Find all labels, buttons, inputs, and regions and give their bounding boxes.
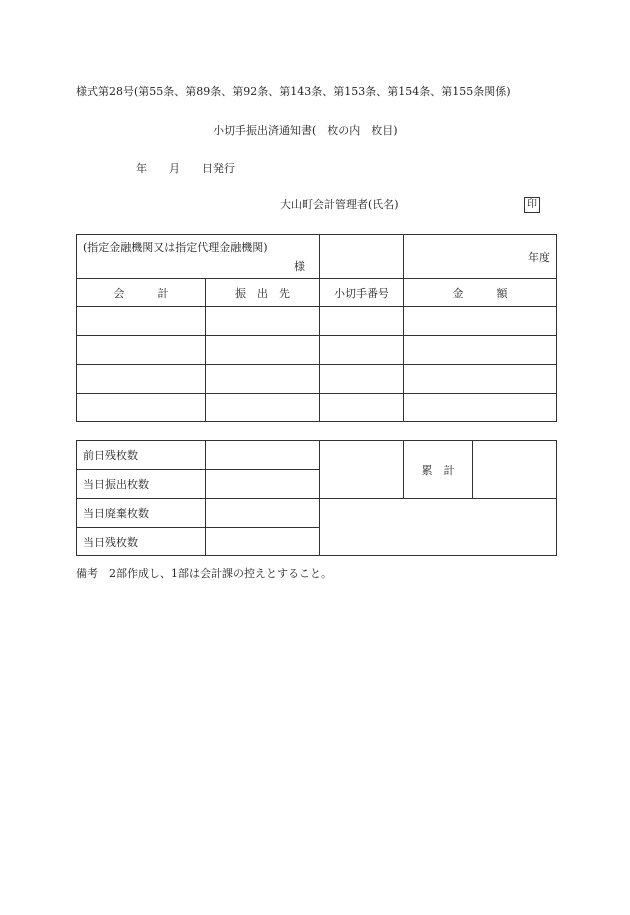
column-header-check-number: 小切手番号 [320, 279, 404, 307]
value-cell [206, 499, 320, 528]
form-number: 様式第28号(第55条、第89条、第92条、第143条、第153条、第154条、第155条関係) [76, 85, 511, 98]
table-row [77, 307, 557, 336]
count-summary-table [76, 440, 557, 556]
today-voided-label: 当日廃棄枚数 [77, 499, 206, 528]
bank-label: (指定金融機関又は指定代理金融機関) [83, 241, 268, 254]
today-issued-label: 当日振出枚数 [77, 470, 206, 499]
document-title: 小切手振出済通知書( 枚の内 枚目) [213, 124, 398, 137]
remarks-note: 備考 2部作成し、1部は会計課の控えとすること。 [76, 567, 332, 580]
column-header-amount: 金 額 [404, 279, 557, 307]
today-remaining-label: 当日残枚数 [77, 528, 206, 556]
blank-cell [320, 499, 557, 556]
table-row [77, 336, 557, 365]
cumulative-label: 累 計 [404, 441, 473, 499]
cumulative-value-cell [473, 441, 557, 499]
table-row [77, 394, 557, 422]
table-row [77, 365, 557, 394]
value-cell [206, 470, 320, 499]
column-header-payee: 振 出 先 [206, 279, 320, 307]
fiscal-year-cell: 年度 [404, 235, 557, 279]
seal-mark: 印 [524, 197, 540, 213]
honorific: 様 [294, 260, 305, 273]
check-issued-table [76, 234, 557, 422]
value-cell [206, 441, 320, 470]
issue-date-line: 年 月 日発行 [136, 162, 235, 175]
value-cell [206, 528, 320, 556]
previous-day-remaining-label: 前日残枚数 [77, 441, 206, 470]
blank-cell [320, 441, 404, 499]
blank-cell [320, 235, 404, 279]
column-header-account: 会 計 [77, 279, 206, 307]
recipient-bank-cell [77, 235, 320, 279]
issuer-name-label: 大山町会計管理者(氏名) [280, 198, 399, 211]
